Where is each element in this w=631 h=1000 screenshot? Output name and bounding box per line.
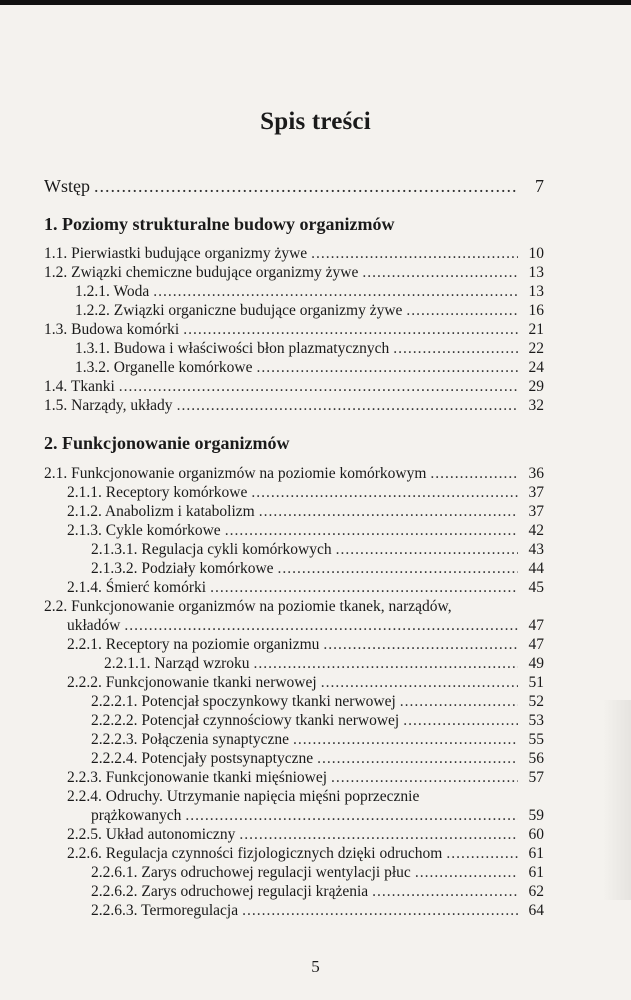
toc-entry-page: 16 bbox=[528, 302, 544, 319]
toc-entry bbox=[91, 750, 544, 768]
toc-leader bbox=[153, 283, 518, 301]
toc-entry-label: 2.1.2. Anabolizm i katabolizm bbox=[67, 503, 255, 520]
toc-entry bbox=[91, 883, 544, 901]
toc-entry-page: 10 bbox=[528, 245, 544, 262]
toc-entry bbox=[44, 378, 544, 396]
toc-entry bbox=[44, 321, 544, 339]
toc-leader bbox=[336, 541, 518, 559]
toc-leader bbox=[317, 750, 518, 768]
toc-entry-label: 2.2.3. Funkcjonowanie tkanki mięśniowej bbox=[67, 769, 328, 786]
toc-entry bbox=[44, 176, 544, 197]
toc-entry bbox=[44, 397, 544, 415]
toc-leader bbox=[124, 617, 518, 635]
toc-leader bbox=[185, 807, 518, 825]
toc-leader bbox=[94, 176, 518, 197]
toc-entry-page: 37 bbox=[528, 484, 544, 501]
toc-entry-label: 1.2.2. Związki organiczne budujące organizmy żywe bbox=[75, 302, 403, 319]
toc-entry-label: 2.1.3. Cykle komórkowe bbox=[67, 522, 221, 539]
toc-entry-label: 2.1.4. Śmierć komórki bbox=[67, 579, 207, 596]
toc-entry bbox=[44, 264, 544, 282]
toc-entry bbox=[67, 636, 544, 654]
toc-leader bbox=[293, 731, 518, 749]
toc-entry bbox=[104, 655, 544, 673]
toc-entry-page: 44 bbox=[528, 560, 544, 577]
toc-entry bbox=[75, 359, 544, 377]
toc-section-heading: 2. Funkcjonowanie organizmów bbox=[44, 433, 290, 453]
toc-entry-page: 62 bbox=[528, 883, 544, 900]
toc-entry-label: 2.1.3.2. Podziały komórkowe bbox=[91, 560, 274, 577]
toc-leader bbox=[372, 883, 518, 901]
toc-entry-page: 32 bbox=[528, 397, 544, 414]
toc-entry-label: 1.3. Budowa komórki bbox=[44, 321, 180, 338]
toc-entry-page: 24 bbox=[528, 359, 544, 376]
toc-entry-label: 2.1. Funkcjonowanie organizmów na poziomie komórkowym bbox=[44, 465, 427, 482]
toc-leader bbox=[183, 321, 518, 339]
toc-entry bbox=[75, 283, 544, 301]
toc-entry bbox=[91, 807, 544, 825]
toc-entry-page: 53 bbox=[528, 712, 544, 729]
toc-entry-page: 47 bbox=[528, 636, 544, 653]
toc-leader bbox=[362, 264, 518, 282]
toc-entry-page: 13 bbox=[528, 283, 544, 300]
toc-entry-page: 43 bbox=[528, 541, 544, 558]
toc-entry-page: 61 bbox=[528, 864, 544, 881]
toc-entry-label: 2.2.2.2. Potencjał czynnościowy tkanki nerwowej bbox=[91, 712, 400, 729]
toc-entry bbox=[67, 674, 544, 692]
toc-leader bbox=[400, 693, 518, 711]
toc-entry-label: 2.2.2.1. Potencjał spoczynkowy tkanki nerwowej bbox=[91, 693, 396, 710]
toc-entry bbox=[91, 541, 544, 559]
toc-entry-page: 22 bbox=[528, 340, 544, 357]
toc-leader bbox=[225, 522, 518, 540]
toc-entry-label: 2.2.1.1. Narząd wzroku bbox=[104, 655, 250, 672]
toc-entry-label: 2.2.6. Regulacja czynności fizjologicznych dzięki odruchom bbox=[67, 845, 443, 862]
toc-entry-page: 45 bbox=[528, 579, 544, 596]
toc-leader bbox=[403, 712, 518, 730]
toc-entry bbox=[91, 864, 544, 882]
toc-entry bbox=[75, 302, 544, 320]
toc-entry-label: układów bbox=[67, 617, 121, 634]
toc-entry-label: 1.2. Związki chemiczne budujące organizmy żywe bbox=[44, 264, 359, 281]
scan-top-edge bbox=[0, 0, 631, 5]
toc-leader bbox=[415, 864, 518, 882]
toc-entry bbox=[67, 484, 544, 502]
toc-entry bbox=[44, 245, 544, 263]
toc-section-heading: 1. Poziomy strukturalne budowy organizmów bbox=[44, 214, 395, 234]
toc-entry-page: 49 bbox=[528, 655, 544, 672]
toc-leader bbox=[323, 636, 518, 654]
toc-entry bbox=[91, 902, 544, 920]
toc-leader bbox=[393, 340, 518, 358]
toc-entry bbox=[67, 845, 544, 863]
toc-entry-page: 52 bbox=[528, 693, 544, 710]
toc-entry-page: 42 bbox=[528, 522, 544, 539]
toc-entry bbox=[91, 731, 544, 749]
toc-entry-page: 57 bbox=[528, 769, 544, 786]
toc-leader bbox=[242, 902, 518, 920]
toc-entry-label: 2.2.2.3. Połączenia synaptyczne bbox=[91, 731, 289, 748]
toc-entry bbox=[67, 522, 544, 540]
toc-entry bbox=[75, 340, 544, 358]
toc-leader bbox=[257, 359, 519, 377]
toc-leader bbox=[321, 674, 518, 692]
toc-entry-page: 59 bbox=[528, 807, 544, 824]
toc-entry bbox=[44, 465, 544, 483]
toc-entry-page: 51 bbox=[528, 674, 544, 691]
toc-entry-label: 2.2.2.4. Potencjały postsynaptyczne bbox=[91, 750, 314, 767]
toc-entry bbox=[91, 560, 544, 578]
toc-leader bbox=[430, 465, 518, 483]
toc-entry bbox=[91, 693, 544, 711]
toc-entry-page: 55 bbox=[528, 731, 544, 748]
page-number: 5 bbox=[311, 957, 320, 976]
toc-leader bbox=[311, 245, 518, 263]
toc-entry bbox=[91, 712, 544, 730]
toc-entry-label: 1.4. Tkanki bbox=[44, 378, 115, 395]
toc-leader bbox=[259, 503, 518, 521]
toc-entry-page: 61 bbox=[528, 845, 544, 862]
toc-entry-page: 64 bbox=[528, 902, 544, 919]
toc-leader bbox=[239, 826, 518, 844]
toc-entry-label: 2.1.1. Receptory komórkowe bbox=[67, 484, 248, 501]
toc-entry-label: 2.2. Funkcjonowanie organizmów na poziomie tkanek, narządów, bbox=[44, 598, 452, 615]
toc-entry-page: 29 bbox=[528, 378, 544, 395]
toc-entry-label: 2.2.6.2. Zarys odruchowej regulacji krążenia bbox=[91, 883, 369, 900]
toc-entry-label: 2.2.5. Układ autonomiczny bbox=[67, 826, 236, 843]
toc-leader bbox=[446, 845, 518, 863]
toc-entry-page: 36 bbox=[528, 465, 544, 482]
toc-leader bbox=[406, 302, 518, 320]
toc-entry-label: 1.3.2. Organelle komórkowe bbox=[75, 359, 253, 376]
toc-entry-label: 1.3.1. Budowa i właściwości błon plazmatycznych bbox=[75, 340, 390, 357]
toc-entry bbox=[67, 503, 544, 521]
toc-entry bbox=[67, 579, 544, 597]
toc-leader bbox=[177, 397, 518, 415]
toc-entry-page: 47 bbox=[528, 617, 544, 634]
toc-entry-label: 2.2.4. Odruchy. Utrzymanie napięcia mięśni poprzecznie bbox=[67, 788, 420, 805]
toc-leader bbox=[119, 378, 518, 396]
toc-entry-page: 13 bbox=[528, 264, 544, 281]
toc-entry-page: 21 bbox=[528, 321, 544, 338]
toc-leader bbox=[331, 769, 518, 787]
scan-shadow bbox=[603, 700, 631, 900]
toc-entry-page: 56 bbox=[528, 750, 544, 767]
toc-entry-page: 7 bbox=[535, 176, 544, 196]
toc-entry bbox=[67, 826, 544, 844]
toc-entry-page: 60 bbox=[528, 826, 544, 843]
toc-leader bbox=[210, 579, 518, 597]
toc-entry-label: 1.5. Narządy, układy bbox=[44, 397, 173, 414]
toc-entry-label: Wstęp bbox=[44, 176, 90, 196]
toc-entry-page: 37 bbox=[528, 503, 544, 520]
toc-leader bbox=[278, 560, 518, 578]
toc-entry bbox=[67, 769, 544, 787]
toc-entry-label: 2.2.6.1. Zarys odruchowej regulacji wentylacji płuc bbox=[91, 864, 411, 881]
toc-entry-label: 2.2.2. Funkcjonowanie tkanki nerwowej bbox=[67, 674, 317, 691]
toc-entry-label: 2.2.6.3. Termoregulacja bbox=[91, 902, 239, 919]
toc-entry-label: 1.2.1. Woda bbox=[75, 283, 150, 300]
toc-entry-label: 2.1.3.1. Regulacja cykli komórkowych bbox=[91, 541, 332, 558]
page-title: Spis treści bbox=[260, 108, 371, 135]
toc-entry-label: prążkowanych bbox=[91, 807, 182, 824]
toc-leader bbox=[251, 484, 518, 502]
toc-leader bbox=[253, 655, 518, 673]
toc-entry bbox=[67, 617, 544, 635]
toc-entry-label: 1.1. Pierwiastki budujące organizmy żywe bbox=[44, 245, 308, 262]
toc-entry-label: 2.2.1. Receptory na poziomie organizmu bbox=[67, 636, 320, 653]
